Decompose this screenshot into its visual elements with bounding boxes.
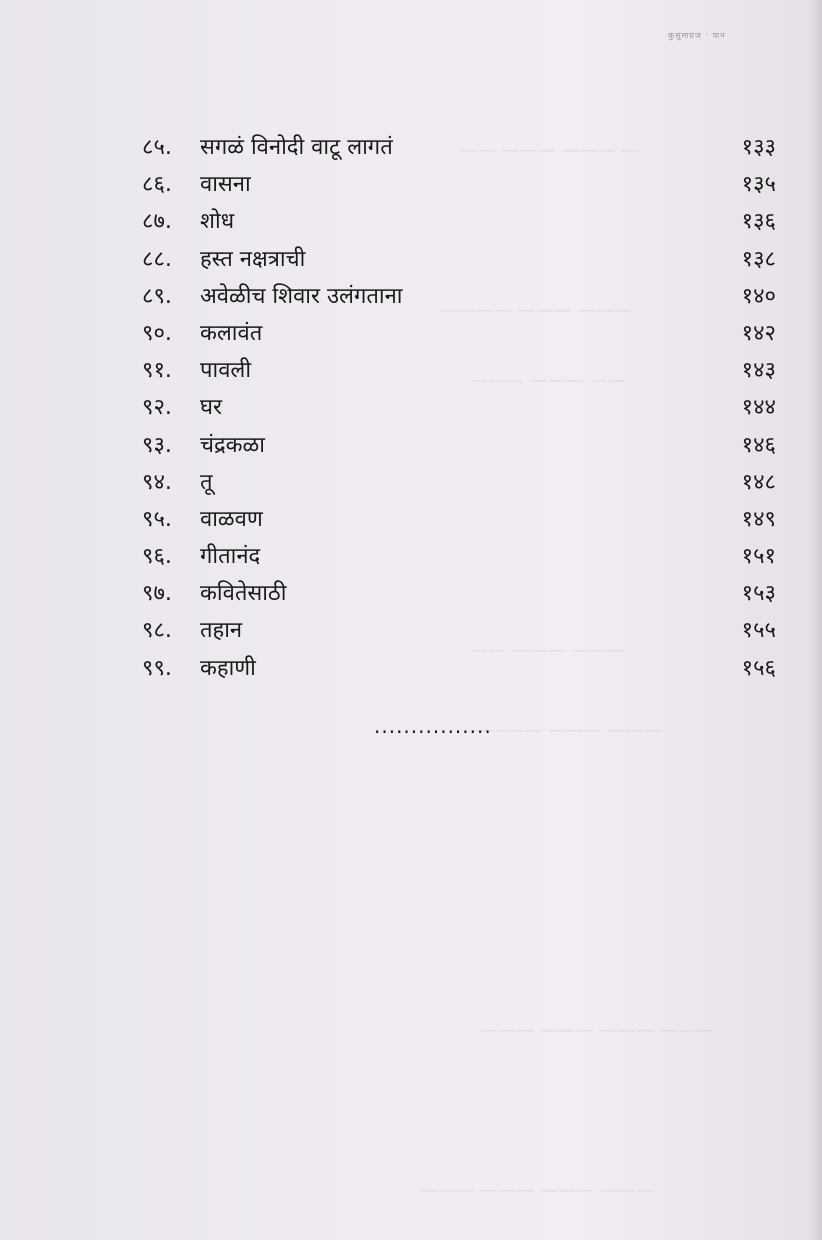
toc-entry[interactable] (0, 651, 822, 688)
entry-number: ९३. (142, 432, 172, 458)
entry-page-number: १४३ (741, 358, 776, 384)
toc-entry[interactable] (0, 242, 822, 279)
entry-page-number: १५३ (741, 581, 776, 607)
table-of-contents (0, 130, 822, 688)
entry-title: हस्त नक्षत्राची (200, 246, 306, 272)
running-header: कुसुमाग्रज · पान (668, 31, 726, 40)
toc-entry[interactable] (0, 465, 822, 502)
entry-number: ९२. (142, 395, 172, 421)
toc-entry[interactable] (0, 539, 822, 576)
entry-title: तहान (200, 618, 243, 644)
entry-page-number: १३३ (741, 135, 776, 160)
entry-title: सगळं विनोदी वाटू लागतं (200, 135, 393, 160)
entry-number: ८९. (142, 283, 172, 309)
entry-number: ९६. (142, 544, 172, 570)
entry-page-number: १३८ (741, 246, 776, 272)
entry-title: घर (200, 395, 223, 421)
toc-entry[interactable] (0, 613, 822, 650)
entry-number: ८८. (142, 246, 172, 272)
entry-page-number: १५५ (741, 618, 776, 644)
toc-entry[interactable] (0, 167, 822, 204)
toc-entry[interactable] (0, 502, 822, 539)
entry-page-number: १३५ (741, 172, 776, 198)
entry-page-number: १४४ (741, 395, 776, 421)
toc-entry[interactable] (0, 316, 822, 353)
entry-number: ९४. (142, 469, 172, 495)
entry-title: गीतानंद (200, 544, 261, 570)
toc-entry[interactable] (0, 204, 822, 241)
end-of-list-dots: ................ (374, 714, 492, 738)
entry-title: तू (200, 469, 213, 495)
entry-page-number: १४९ (741, 506, 776, 532)
entry-title: चंद्रकळा (200, 432, 265, 458)
entry-number: ८५. (142, 135, 172, 160)
entry-number: ९९. (142, 655, 172, 681)
entry-page-number: १४६ (741, 432, 776, 458)
entry-title: शोध (200, 209, 235, 235)
toc-entry[interactable] (0, 353, 822, 390)
entry-title: कहाणी (200, 655, 256, 681)
entry-number: ९१. (142, 358, 172, 384)
entry-page-number: १४२ (741, 320, 776, 346)
entry-number: ८७. (142, 209, 172, 235)
entry-number: ९५. (142, 506, 172, 532)
show-through-text: — ——— ——— —— ——— ——— ———— —— ——— ——— ——— ——— —— ——— ——— ———— ——— ——— ——— ——— ——— ——— ——— ——— (420, 140, 714, 1201)
entry-number: ९७. (142, 581, 172, 607)
entry-page-number: १४० (741, 283, 776, 309)
entry-page-number: १३६ (741, 209, 776, 235)
toc-entry[interactable] (0, 130, 822, 167)
entry-title: अवेळीच शिवार उलंगताना (200, 283, 403, 309)
entry-title: वासना (200, 172, 251, 198)
toc-entry[interactable] (0, 390, 822, 427)
entry-title: वाळवण (200, 506, 263, 532)
entry-title: पावली (200, 358, 252, 384)
entry-number: ९०. (142, 320, 172, 346)
toc-entry[interactable] (0, 428, 822, 465)
entry-title: कलावंत (200, 320, 263, 346)
entry-page-number: १४८ (741, 469, 776, 495)
entry-title: कवितेसाठी (200, 581, 287, 607)
toc-entry[interactable] (0, 279, 822, 316)
entry-page-number: १५६ (741, 655, 776, 681)
entry-number: ९८. (142, 618, 172, 644)
entry-number: ८६. (142, 172, 172, 198)
toc-entry[interactable] (0, 576, 822, 613)
entry-page-number: १५१ (741, 544, 776, 570)
